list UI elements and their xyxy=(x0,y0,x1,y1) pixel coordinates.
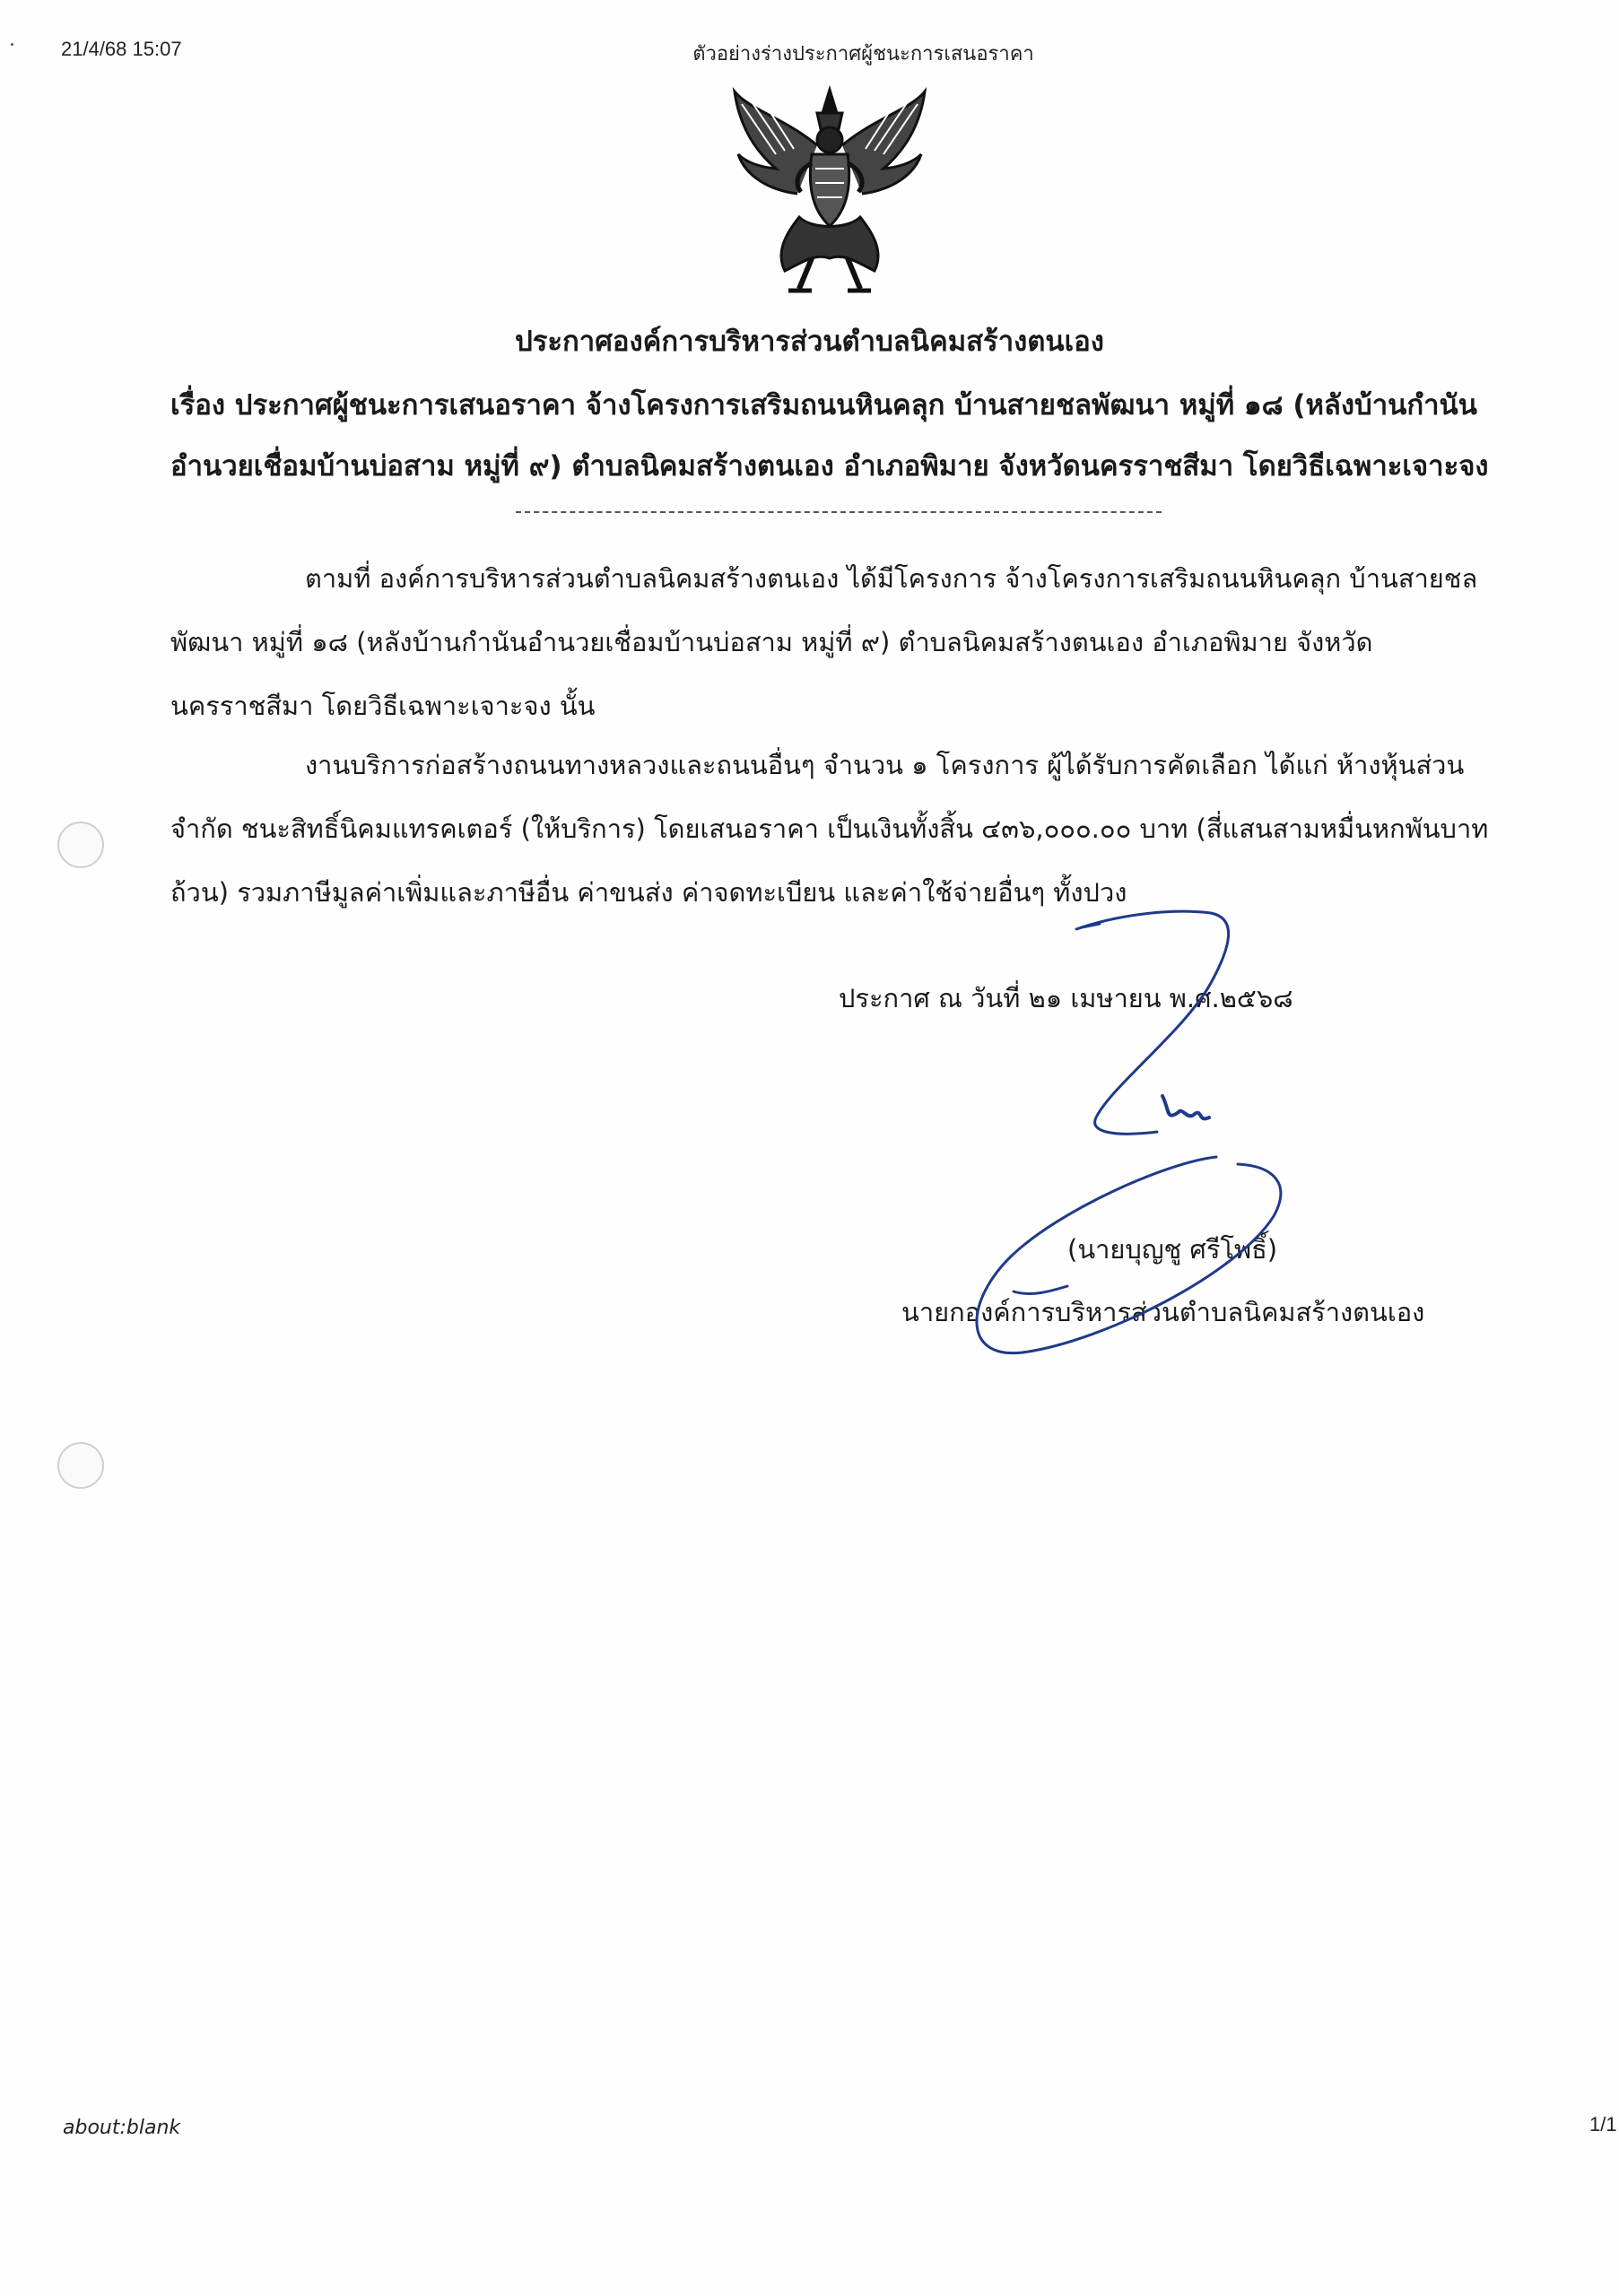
paragraph-2-text: งานบริการก่อสร้างถนนทางหลวงและถนนอื่นๆ จำนวน ๑ โครงการ ผู้ได้รับการคัดเลือก ได้แก่ ห้างหุ้นส่วนจำกัด ชนะสิทธิ์นิคมแทรคเตอร์ (ให้บริการ) โดยเสนอราคา เป็นเงินทั้งสิ้น ๔๓๖,๐๐๐.๐๐ บาท (สี่แสนสามหมื่นหกพันบาทถ้วน) รวมภาษีมูลค่าเพิ่มและภาษีอื่น ค่าขนส่ง ค่าจดทะเบียน และค่าใช้จ่ายอื่นๆ ทั้งปวง xyxy=(170,750,1489,908)
signer-position: นายกองค์การบริหารส่วนตำบลนิคมสร้างตนเอง xyxy=(901,1297,1425,1327)
subject xyxy=(170,375,1507,497)
garuda-emblem-icon xyxy=(722,83,937,298)
subject-line-1: เรื่อง ประกาศผู้ชนะการเสนอราคา จ้างโครงการเสริมถนนหินคลุก บ้านสายชลพัฒนา หมู่ที่ ๑๘ (หลังบ้านกำนัน xyxy=(170,389,1477,422)
print-timestamp: 21/4/68 15:07 xyxy=(61,38,182,60)
signer-name: (นายบุญชู ศรีโพธิ์) xyxy=(1067,1234,1278,1265)
punch-hole xyxy=(57,1442,104,1489)
print-header-title: ตัวอย่างร่างประกาศผู้ชนะการเสนอราคา xyxy=(692,43,1034,65)
footer-url: about:blank xyxy=(63,2117,181,2139)
dashed-divider xyxy=(516,511,1162,513)
body-paragraph-1 xyxy=(170,547,1489,738)
punch-hole xyxy=(57,822,104,868)
subject-line-2: อำนวยเชื่อมบ้านบ่อสาม หมู่ที่ ๙) ตำบลนิคมสร้างตนเอง อำเภอพิมาย จังหวัดนครราชสีมา โดยวิธีเฉพาะเจาะจง xyxy=(170,450,1489,483)
body-paragraph-2 xyxy=(170,734,1489,925)
paragraph-1-text: ตามที่ องค์การบริหารส่วนตำบลนิคมสร้างตนเอง ได้มีโครงการ จ้างโครงการเสริมถนนหินคลุก บ้านสายชลพัฒนา หมู่ที่ ๑๘ (หลังบ้านกำนันอำนวยเชื่อมบ้านบ่อสาม หมู่ที่ ๙) ตำบลนิคมสร้างตนเอง อำเภอพิมาย จังหวัดนครราชสีมา โดยวิธีเฉพาะเจาะจง นั้น xyxy=(170,563,1478,721)
announcement-authority: ประกาศองค์การบริหารส่วนตำบลนิคมสร้างตนเอง xyxy=(515,326,1104,358)
announcement-date: ประกาศ ณ วันที่ ๒๑ เมษายน พ.ศ.๒๕๖๘ xyxy=(839,983,1293,1013)
footer-page-number: 1/1 xyxy=(1589,2113,1617,2135)
